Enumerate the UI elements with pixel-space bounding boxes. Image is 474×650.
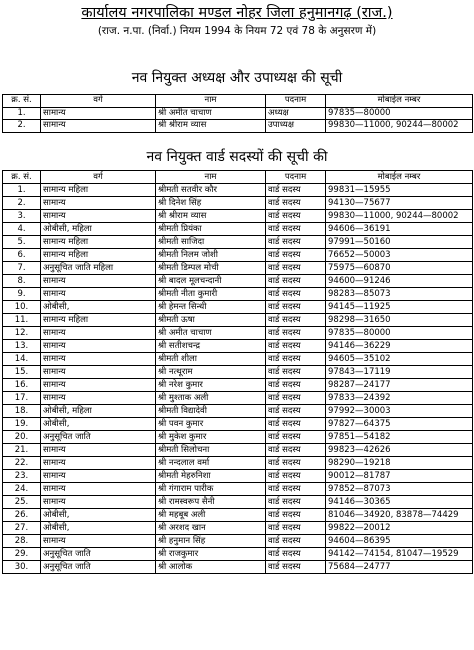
category-cell: ओबीसी, — [41, 522, 156, 535]
designation-cell: वार्ड सदस्य — [266, 522, 326, 535]
table-row — [3, 353, 473, 366]
designation-cell: वार्ड सदस्य — [266, 392, 326, 405]
table-row — [3, 107, 473, 120]
category-cell: सामान्य महिला — [41, 236, 156, 249]
name-cell: श्रीमती शीला — [156, 353, 266, 366]
table-row — [3, 249, 473, 262]
category-cell: सामान्य — [41, 197, 156, 210]
table-row — [3, 548, 473, 561]
serial-number-cell: 28. — [3, 535, 41, 548]
serial-number-cell: 29. — [3, 548, 41, 561]
column-header: क्र. सं. — [3, 95, 41, 108]
serial-number-cell: 23. — [3, 470, 41, 483]
mobile-number-cell: 90012—81787 — [326, 470, 473, 483]
table-row — [3, 535, 473, 548]
table-row — [3, 314, 473, 327]
name-cell: श्रीमती निलम जोशी — [156, 249, 266, 262]
serial-number-cell: 16. — [3, 379, 41, 392]
category-cell: सामान्य — [41, 120, 156, 133]
category-cell: सामान्य — [41, 470, 156, 483]
category-cell: ओबीसी, महिला — [41, 223, 156, 236]
category-cell: अनुसूचित जाति महिला — [41, 262, 156, 275]
designation-cell: वार्ड सदस्य — [266, 314, 326, 327]
mobile-number-cell: 97835—80000 — [326, 327, 473, 340]
serial-number-cell: 27. — [3, 522, 41, 535]
section-heading-ward-members: नव नियुक्त वार्ड सदस्यों की सूची की — [146, 149, 328, 165]
column-header: वर्ग — [41, 95, 156, 108]
rule-reference: (राज. न.पा. (निर्वा.) नियम 1994 के नियम 72 एवं 78 के अनुसरण में) — [97, 25, 377, 37]
table-row — [3, 457, 473, 470]
designation-cell: वार्ड सदस्य — [266, 431, 326, 444]
mobile-number-cell: 94605—35102 — [326, 353, 473, 366]
serial-number-cell: 19. — [3, 418, 41, 431]
mobile-number-cell: 98283—85073 — [326, 288, 473, 301]
serial-number-cell: 12. — [3, 327, 41, 340]
serial-number-cell: 24. — [3, 483, 41, 496]
mobile-number-cell: 75684—24777 — [326, 561, 473, 574]
designation-cell: वार्ड सदस्य — [266, 197, 326, 210]
name-cell: श्री रामस्वरूप सैनी — [156, 496, 266, 509]
serial-number-cell: 1. — [3, 184, 41, 197]
table-row — [3, 522, 473, 535]
table-row — [3, 496, 473, 509]
mobile-number-cell: 99830—11000, 90244—80002 — [326, 210, 473, 223]
name-cell: श्री नत्थूराम — [156, 366, 266, 379]
category-cell: ओबीसी, महिला — [41, 405, 156, 418]
designation-cell: वार्ड सदस्य — [266, 509, 326, 522]
mobile-number-cell: 94146—30365 — [326, 496, 473, 509]
name-cell: श्री श्रीराम व्यास — [156, 120, 266, 133]
mobile-number-cell: 75975—60870 — [326, 262, 473, 275]
mobile-number-cell: 97851—54182 — [326, 431, 473, 444]
mobile-number-cell: 97827—64375 — [326, 418, 473, 431]
category-cell: सामान्य — [41, 483, 156, 496]
mobile-number-cell: 97991—50160 — [326, 236, 473, 249]
designation-cell: वार्ड सदस्य — [266, 184, 326, 197]
category-cell: ओबीसी, — [41, 418, 156, 431]
mobile-number-cell: 97992—30003 — [326, 405, 473, 418]
serial-number-cell: 7. — [3, 262, 41, 275]
designation-cell: वार्ड सदस्य — [266, 210, 326, 223]
column-header: क्र. सं. — [3, 171, 41, 184]
category-cell: सामान्य — [41, 496, 156, 509]
designation-cell: वार्ड सदस्य — [266, 275, 326, 288]
serial-number-cell: 17. — [3, 392, 41, 405]
mobile-number-cell: 81046—34920, 83878—74429 — [326, 509, 473, 522]
name-cell: श्रीमती नीता कुमारी — [156, 288, 266, 301]
serial-number-cell: 21. — [3, 444, 41, 457]
name-cell: श्रीमती मेहरुनिशा — [156, 470, 266, 483]
serial-number-cell: 20. — [3, 431, 41, 444]
category-cell: सामान्य महिला — [41, 249, 156, 262]
category-cell: सामान्य — [41, 340, 156, 353]
name-cell: श्री अमीत चाचाण — [156, 107, 266, 120]
designation-cell: वार्ड सदस्य — [266, 444, 326, 457]
designation-cell: वार्ड सदस्य — [266, 249, 326, 262]
name-cell: श्री नरेश कुमार — [156, 379, 266, 392]
category-cell: सामान्य — [41, 366, 156, 379]
table-row — [3, 379, 473, 392]
serial-number-cell: 8. — [3, 275, 41, 288]
designation-cell: वार्ड सदस्य — [266, 223, 326, 236]
table-row — [3, 275, 473, 288]
name-cell: श्री सतीशचन्द्र — [156, 340, 266, 353]
name-cell: श्री गंगाराम पारीक — [156, 483, 266, 496]
designation-cell: वार्ड सदस्य — [266, 405, 326, 418]
serial-number-cell: 25. — [3, 496, 41, 509]
designation-cell: वार्ड सदस्य — [266, 327, 326, 340]
designation-cell: वार्ड सदस्य — [266, 561, 326, 574]
designation-cell: वार्ड सदस्य — [266, 353, 326, 366]
name-cell: श्री मुश्ताक अली — [156, 392, 266, 405]
table-row — [3, 509, 473, 522]
serial-number-cell: 1. — [3, 107, 41, 120]
table-row — [3, 340, 473, 353]
mobile-number-cell: 98287—24177 — [326, 379, 473, 392]
name-cell: श्री दिनेश सिंह — [156, 197, 266, 210]
name-cell: श्रीमती साजिदा — [156, 236, 266, 249]
category-cell: सामान्य महिला — [41, 184, 156, 197]
table-row — [3, 197, 473, 210]
mobile-number-cell: 99823—42626 — [326, 444, 473, 457]
table-row — [3, 392, 473, 405]
category-cell: सामान्य — [41, 444, 156, 457]
mobile-number-cell: 94606—36191 — [326, 223, 473, 236]
column-header: मोबाईल नम्बर — [326, 95, 473, 108]
table-row — [3, 327, 473, 340]
category-cell: सामान्य — [41, 107, 156, 120]
serial-number-cell: 3. — [3, 210, 41, 223]
mobile-number-cell: 99822—20012 — [326, 522, 473, 535]
name-cell: श्री पवन कुमार — [156, 418, 266, 431]
name-cell: श्री राजकुमार — [156, 548, 266, 561]
name-cell: श्री नन्दलाल वर्मा — [156, 457, 266, 470]
name-cell: श्री आलोक — [156, 561, 266, 574]
category-cell: अनुसूचित जाति — [41, 548, 156, 561]
designation-cell: वार्ड सदस्य — [266, 340, 326, 353]
mobile-number-cell: 97835—80000 — [326, 107, 473, 120]
serial-number-cell: 30. — [3, 561, 41, 574]
designation-cell: वार्ड सदस्य — [266, 483, 326, 496]
mobile-number-cell: 97852—87073 — [326, 483, 473, 496]
designation-cell: वार्ड सदस्य — [266, 288, 326, 301]
column-header: नाम — [156, 95, 266, 108]
name-cell: श्रीमती ऊषा — [156, 314, 266, 327]
table-row — [3, 366, 473, 379]
ward-members-table-body — [3, 184, 473, 574]
category-cell: सामान्य — [41, 288, 156, 301]
table-row — [3, 236, 473, 249]
designation-cell: उपाध्यक्ष — [266, 120, 326, 133]
serial-number-cell: 6. — [3, 249, 41, 262]
mobile-number-cell: 94142—74154, 81047—19529 — [326, 548, 473, 561]
mobile-number-cell: 94130—75677 — [326, 197, 473, 210]
column-header: पदनाम — [266, 95, 326, 108]
table-row — [3, 223, 473, 236]
category-cell: अनुसूचित जाति — [41, 431, 156, 444]
designation-cell: वार्ड सदस्य — [266, 548, 326, 561]
serial-number-cell: 2. — [3, 197, 41, 210]
category-cell: सामान्य — [41, 210, 156, 223]
table-header-row — [3, 171, 473, 184]
designation-cell: वार्ड सदस्य — [266, 457, 326, 470]
table-row — [3, 431, 473, 444]
mobile-number-cell: 99830—11000, 90244—80002 — [326, 120, 473, 133]
designation-cell: वार्ड सदस्य — [266, 496, 326, 509]
mobile-number-cell: 97843—17119 — [326, 366, 473, 379]
name-cell: श्री मुकेश कुमार — [156, 431, 266, 444]
column-header: पदनाम — [266, 171, 326, 184]
name-cell: श्री हनुमान सिंह — [156, 535, 266, 548]
name-cell: श्री हेमन्त सिन्धी — [156, 301, 266, 314]
serial-number-cell: 14. — [3, 353, 41, 366]
name-cell: श्री अरशद खान — [156, 522, 266, 535]
table-row — [3, 405, 473, 418]
table-row — [3, 444, 473, 457]
designation-cell: वार्ड सदस्य — [266, 236, 326, 249]
serial-number-cell: 9. — [3, 288, 41, 301]
serial-number-cell: 13. — [3, 340, 41, 353]
serial-number-cell: 15. — [3, 366, 41, 379]
name-cell: श्रीमती सतवीर कौर — [156, 184, 266, 197]
name-cell: श्रीमती डिम्पल मोची — [156, 262, 266, 275]
category-cell: ओबीसी, — [41, 301, 156, 314]
designation-cell: अध्यक्ष — [266, 107, 326, 120]
mobile-number-cell: 98290—19218 — [326, 457, 473, 470]
table-row — [3, 561, 473, 574]
name-cell: श्री अमीत चाचाण — [156, 327, 266, 340]
mobile-number-cell: 76652—50003 — [326, 249, 473, 262]
table-row — [3, 262, 473, 275]
category-cell: सामान्य — [41, 379, 156, 392]
name-cell: श्रीमती प्रियंका — [156, 223, 266, 236]
column-header: वर्ग — [41, 171, 156, 184]
table-row — [3, 418, 473, 431]
column-header: मोबाईल नम्बर — [326, 171, 473, 184]
mobile-number-cell: 99831—15955 — [326, 184, 473, 197]
serial-number-cell: 18. — [3, 405, 41, 418]
table-row — [3, 184, 473, 197]
table-row — [3, 301, 473, 314]
category-cell: अनुसूचित जाति — [41, 561, 156, 574]
serial-number-cell: 22. — [3, 457, 41, 470]
mobile-number-cell: 94604—86395 — [326, 535, 473, 548]
mobile-number-cell: 94146—36229 — [326, 340, 473, 353]
category-cell: सामान्य — [41, 457, 156, 470]
name-cell: श्री श्रीराम व्यास — [156, 210, 266, 223]
designation-cell: वार्ड सदस्य — [266, 366, 326, 379]
table-row — [3, 483, 473, 496]
mobile-number-cell: 98298—31650 — [326, 314, 473, 327]
table-row — [3, 470, 473, 483]
mobile-number-cell: 94145—11925 — [326, 301, 473, 314]
table-row — [3, 210, 473, 223]
category-cell: सामान्य — [41, 535, 156, 548]
category-cell: ओबीसी, — [41, 509, 156, 522]
table-row — [3, 288, 473, 301]
name-cell: श्री महबूब अली — [156, 509, 266, 522]
category-cell: सामान्य — [41, 392, 156, 405]
designation-cell: वार्ड सदस्य — [266, 301, 326, 314]
chairman-table-body — [3, 107, 473, 132]
name-cell: श्री बादल मूलचन्दानी — [156, 275, 266, 288]
category-cell: सामान्य — [41, 275, 156, 288]
name-cell: श्रीमती विद्यादेवी — [156, 405, 266, 418]
mobile-number-cell: 97833—24392 — [326, 392, 473, 405]
column-header: नाम — [156, 171, 266, 184]
designation-cell: वार्ड सदस्य — [266, 470, 326, 483]
category-cell: सामान्य — [41, 327, 156, 340]
designation-cell: वार्ड सदस्य — [266, 262, 326, 275]
designation-cell: वार्ड सदस्य — [266, 535, 326, 548]
office-title: कार्यालय नगरपालिका मण्डल नोहर जिला हनुमानगढ़ (राज.) — [81, 5, 393, 21]
ward-members-table — [2, 170, 473, 574]
serial-number-cell: 5. — [3, 236, 41, 249]
name-cell: श्रीमती सिलोचना — [156, 444, 266, 457]
section-heading-chairman: नव नियुक्त अध्यक्ष और उपाध्यक्ष की सूची — [131, 70, 343, 86]
mobile-number-cell: 94600—91246 — [326, 275, 473, 288]
designation-cell: वार्ड सदस्य — [266, 418, 326, 431]
serial-number-cell: 4. — [3, 223, 41, 236]
serial-number-cell: 2. — [3, 120, 41, 133]
category-cell: सामान्य महिला — [41, 314, 156, 327]
serial-number-cell: 26. — [3, 509, 41, 522]
table-header-row — [3, 95, 473, 108]
designation-cell: वार्ड सदस्य — [266, 379, 326, 392]
category-cell: सामान्य — [41, 353, 156, 366]
serial-number-cell: 11. — [3, 314, 41, 327]
chairman-table — [2, 94, 473, 133]
table-row — [3, 120, 473, 133]
serial-number-cell: 10. — [3, 301, 41, 314]
